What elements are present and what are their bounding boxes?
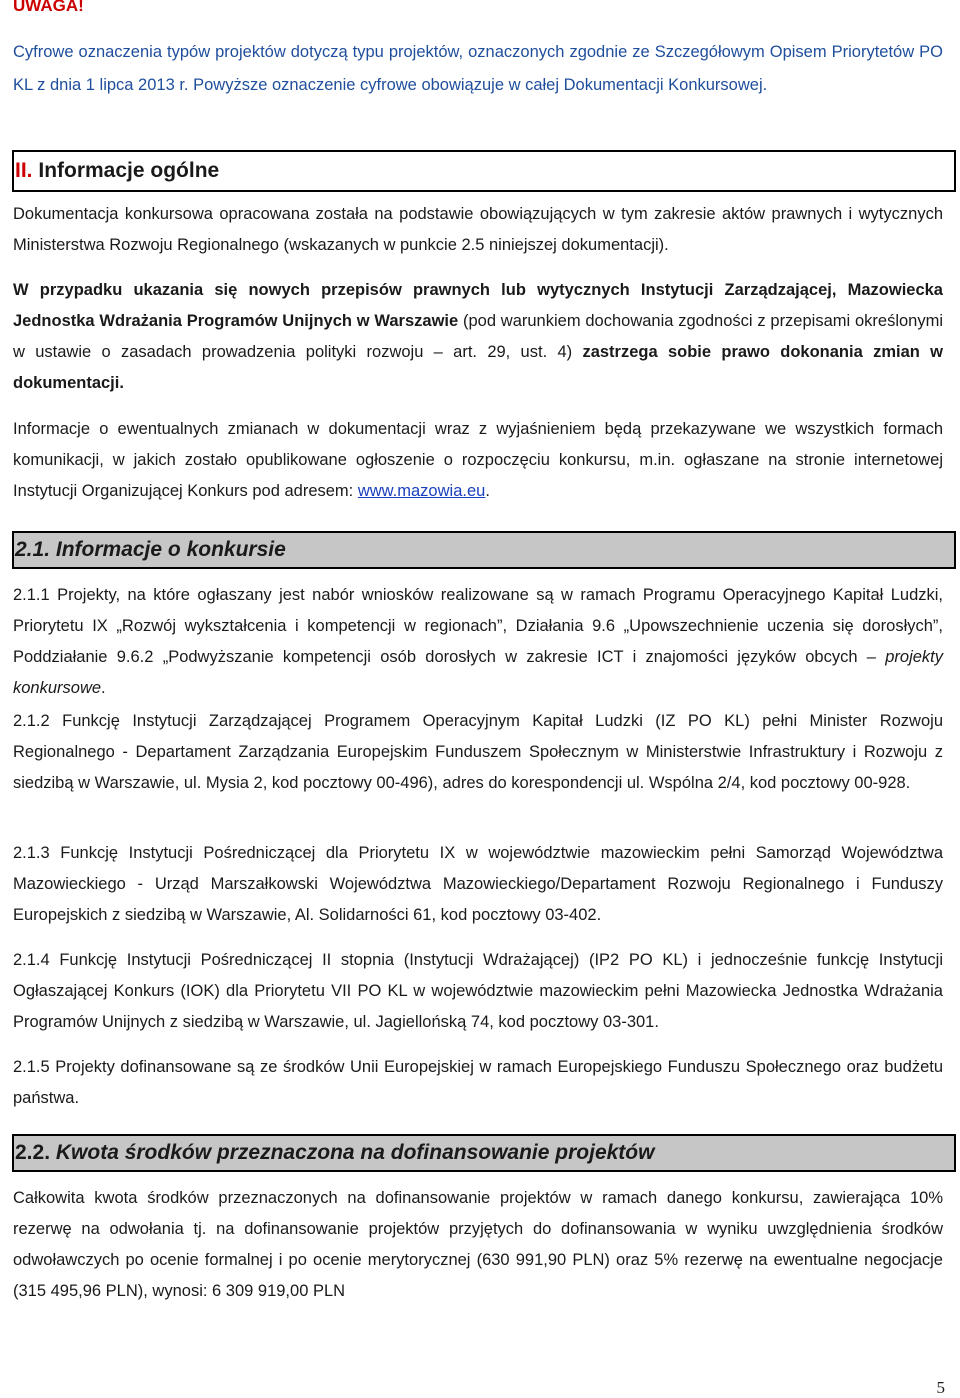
section-2-p2-normal: (pod warunkiem dochowania zgodności z przepisami określonymi w ustawie o zasadach prowadzenia polityki rozwoju – art. 29, ust. 4) [13,312,943,361]
section-2-1-2: 2.1.2 Funkcję Instytucji Zarządzającej Programem Operacyjnym Kapitał Ludzki (IZ PO KL) pełni Minister Rozwoju Regionalnego - Departament Zarządzania Europejskim Funduszem Społecznym w Ministerstwie Infrastruktury i Rozwoju z siedzibą w Warszawie, ul. Mysia 2, kod pocztowy 00-496), adres do korespondencji ul. Wspólna 2/4, kod pocztowy 00-928. [13,712,943,792]
mazowia-link[interactable]: www.mazowia.eu [357,482,486,500]
section-2-title [14,152,954,190]
section-2-title-text: Informacje ogólne [38,159,220,182]
section-2-2-paragraph: Całkowita kwota środków przeznaczonych na dofinansowanie projektów w ramach danego konkursu, zawierająca 10% rezerwę na odwołania tj. na dofinansowanie projektów przyjętych do dofinansowania w wyniku uwzględnienia środków odwoławczych po ocenie formalnej i po ocenie merytorycznej (630 991,90 PLN) oraz 5% rezerwę na ewentualne negocjacje (315 495,96 PLN), wynosi: 6 309 919,00 PLN [13,1189,943,1300]
section-2-1-3: 2.1.3 Funkcję Instytucji Pośredniczącej dla Priorytetu IX w województwie mazowieckim pełni Samorząd Województwa Mazowieckiego - Urząd Marszałkowski Województwa Mazowieckiego/Departament Rozwoju Regionalnego i Funduszy Europejskich z siedzibą w Warszawie, Al. Solidarności 61, kod pocztowy 03-402. [13,844,943,924]
section-2-paragraph-1: Dokumentacja konkursowa opracowana została na podstawie obowiązujących w tym zakresie aktów prawnych i wytycznych Ministerstwa Rozwoju Regionalnego (wskazanych w punkcie 2.5 niniejszej dokumentacji). [13,205,943,254]
section-2-paragraph-3 [13,414,943,507]
section-2-2-heading [12,1134,956,1172]
section-2-1-1 [13,580,943,704]
section-2-1-1-italic: projekty konkursowe [13,648,943,697]
section-2-1-1-end: . [101,679,106,697]
section-2-p3-text: Informacje o ewentualnych zmianach w dokumentacji wraz z wyjaśnieniem będą przekazywane we wszystkich formach komunikacji, w jakich zostało opublikowane ogłoszenie o rozpoczęciu konkursu, m.in. ogłaszane na stronie internetowej Instytucji Organizującej Konkurs pod adresem: [13,420,943,500]
section-2-1-4: 2.1.4 Funkcję Instytucji Pośredniczącej II stopnia (Instytucji Wdrażającej) (IP2 PO KL) i jednocześnie funkcję Instytucji Ogłaszającej Konkurs (IOK) dla Priorytetu VII PO KL w województwie mazowieckim pełni Mazowiecka Jednostka Wdrażania Programów Unijnych z siedzibą w Warszawie, ul. Jagiellońską 74, kod pocztowy 03-301. [13,951,943,1031]
section-2-2-title-text: Kwota środków przeznaczona na dofinansowanie projektów [55,1141,655,1164]
section-2-1-1-text: 2.1.1 Projekty, na które ogłaszany jest nabór wniosków realizowane są w ramach Programu Operacyjnego Kapitał Ludzki, Priorytetu IX „Rozwój wykształcenia i kompetencji w regionach”, Działania 9.6 „Upowszechnienie uczenia się dorosłych”, Poddziałanie 9.6.2 „Podwyższanie kompetencji osób dorosłych w zakresie ICT i znajomości języków obcych – [13,586,943,666]
section-2-2-title [14,1136,954,1170]
section-2-1-heading [12,531,956,569]
section-2-p2-bold-end: zastrzega sobie prawo dokonania zmian w dokumentacji. [13,343,943,392]
section-2-p3-end: . [485,482,490,500]
section-2-roman: II. [15,159,33,182]
warning-text: Cyfrowe oznaczenia typów projektów dotyczą typu projektów, oznaczonych zgodnie ze Szczegółowym Opisem Priorytetów PO KL z dnia 1 lipca 2013 r. Powyższe oznaczenie cyfrowe obowiązuje w całej Dokumentacji Konkursowej. [13,43,943,94]
section-2-1-num: 2.1. [15,538,51,561]
page-number: 5 [936,1378,945,1397]
section-2-1-5: 2.1.5 Projekty dofinansowane są ze środków Unii Europejskiej w ramach Europejskiego Funduszu Społecznego oraz budżetu państwa. [13,1058,943,1107]
section-2-p2-bold: W przypadku ukazania się nowych przepisów prawnych lub wytycznych Instytucji Zarządzającej, Mazowiecka Jednostka Wdrażania Programów Unijnych w Warszawie [13,281,943,330]
section-2-heading [12,150,956,192]
section-2-2-num: 2.2. [15,1141,51,1164]
section-2-1-title [14,533,954,567]
section-2-1-title-text: Informacje o konkursie [55,538,286,561]
warning-title: UWAGA! [13,0,84,15]
section-2-paragraph-2 [13,275,943,399]
